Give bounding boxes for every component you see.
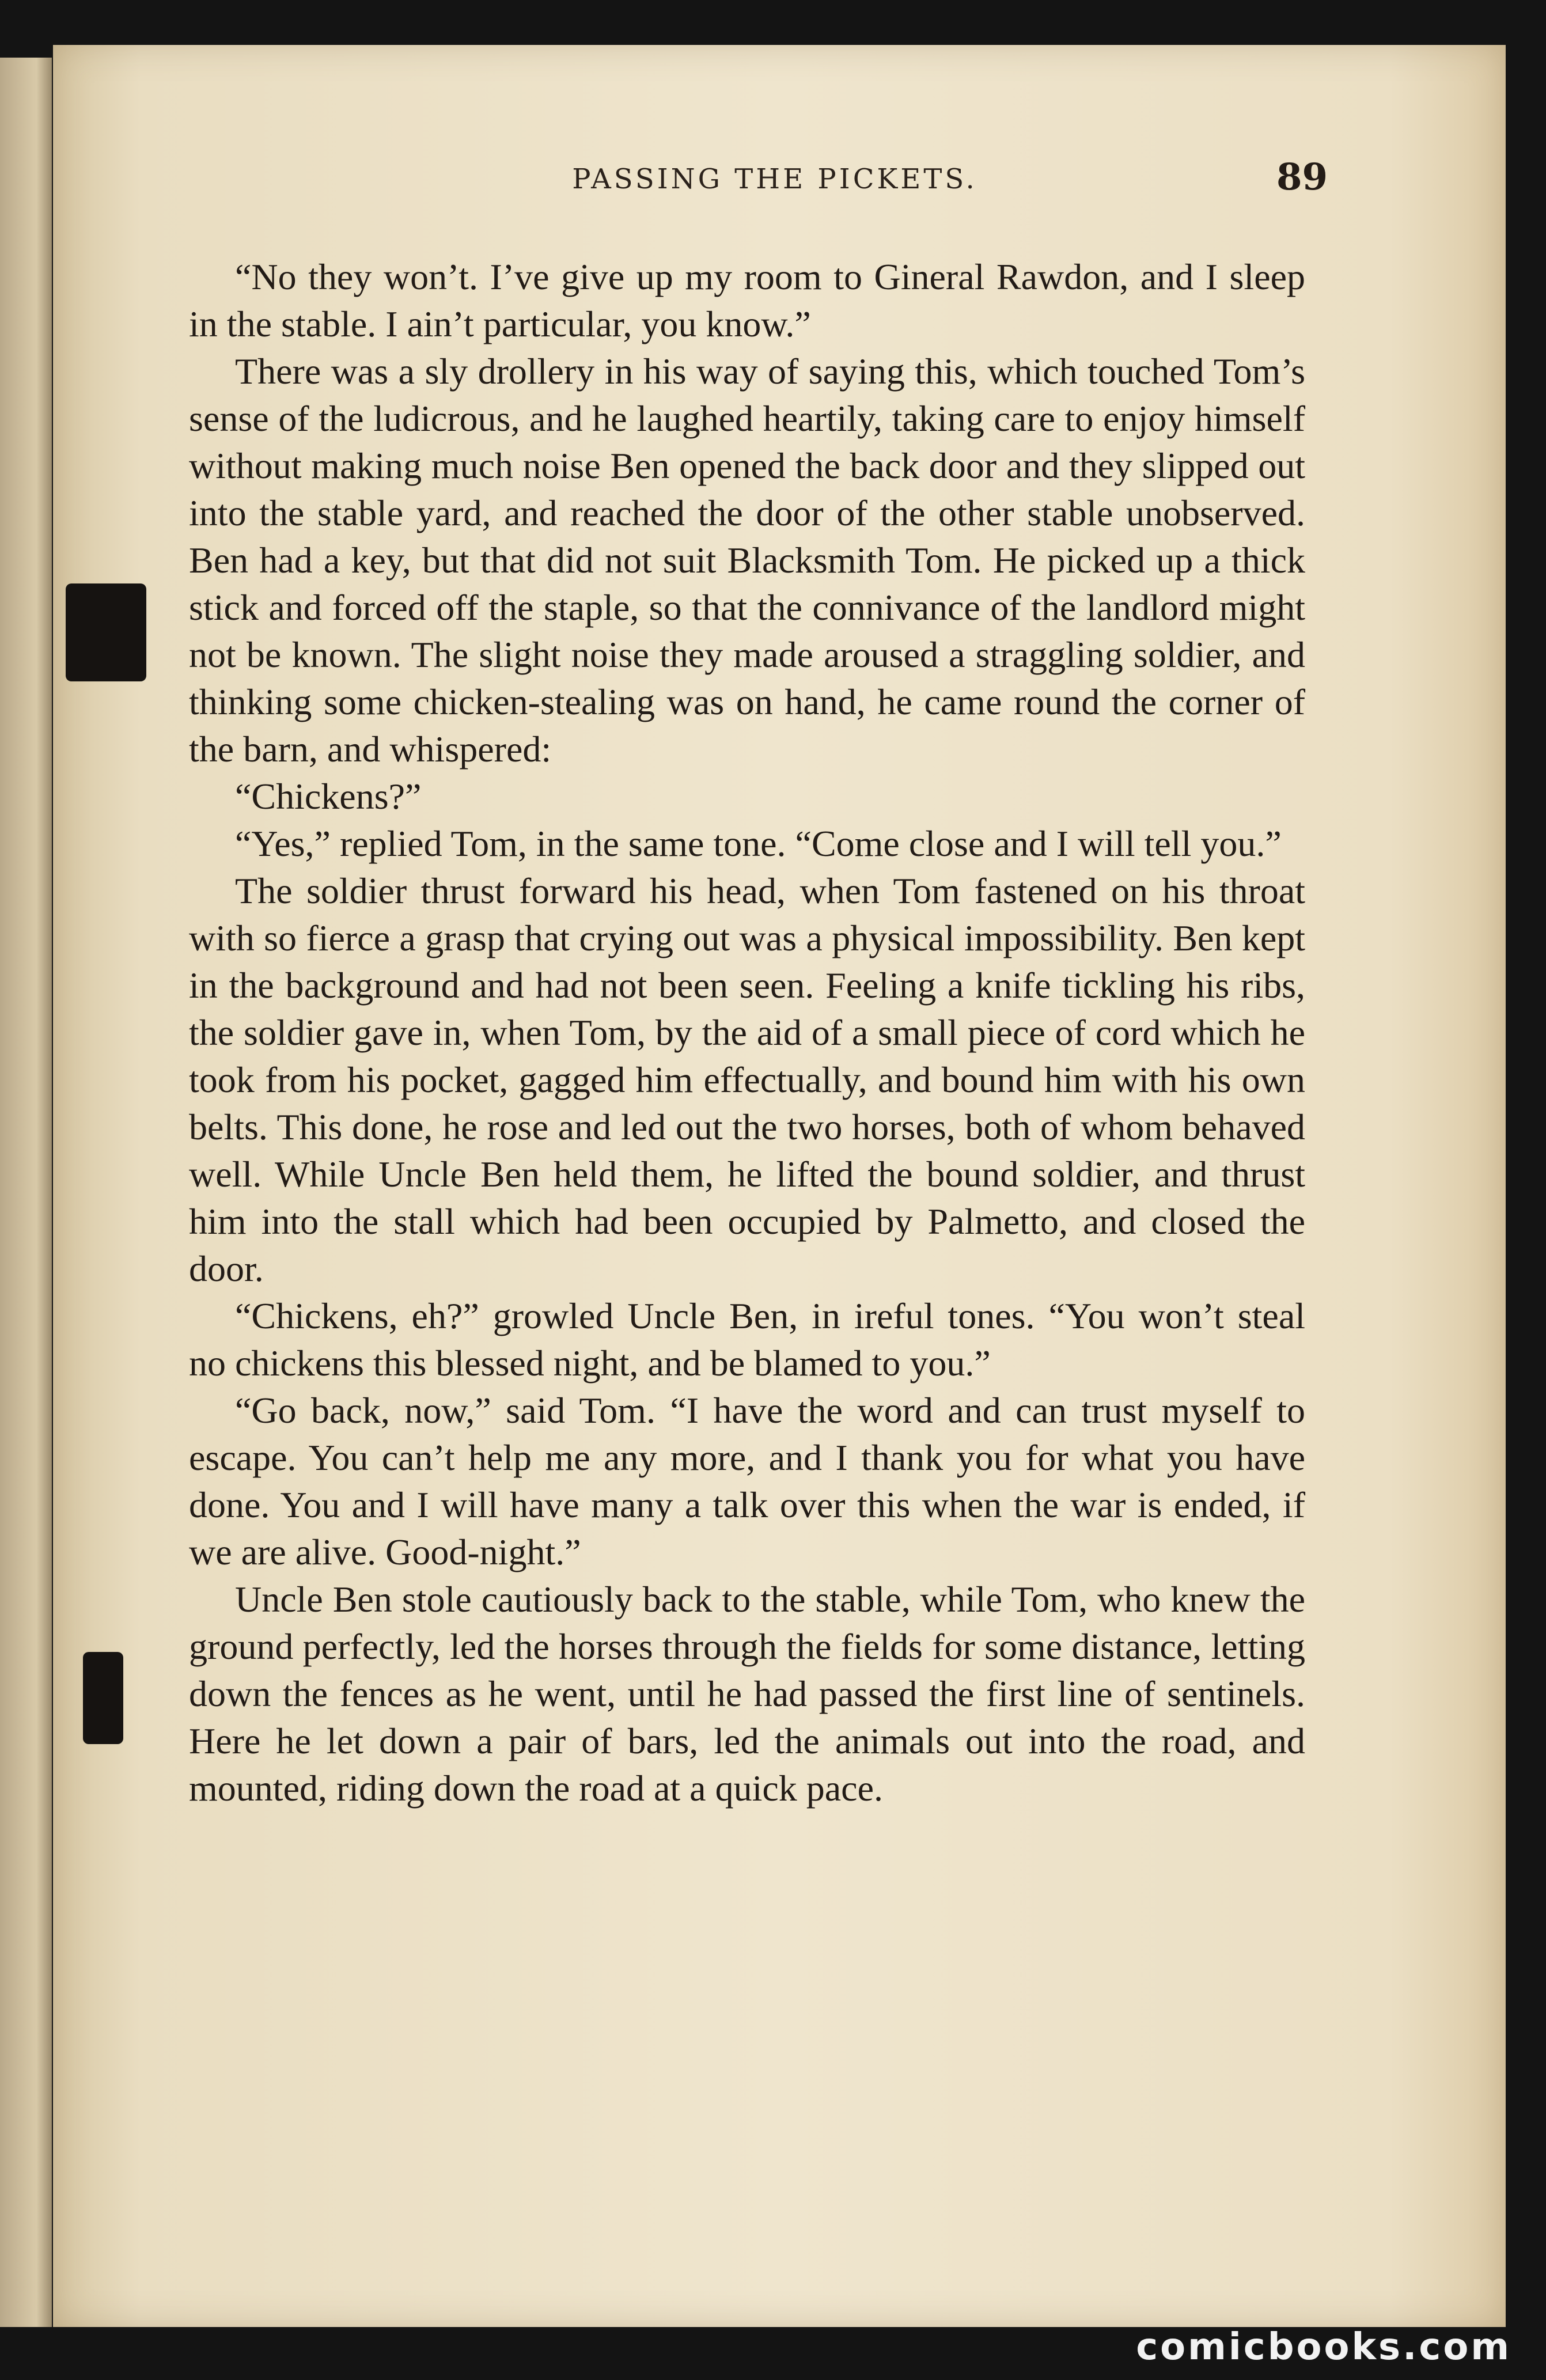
facing-page-edge — [0, 58, 52, 2327]
page-number: 89 — [1276, 156, 1328, 199]
site-watermark: comicbooks.com — [1136, 2326, 1511, 2368]
paragraph: “No they won’t. I’ve give up my room to Gineral Rawdon, and I sleep in the stable. I ain’t particular, you know.” — [189, 256, 1305, 344]
paragraph: There was a sly drollery in his way of saying this, which touched Tom’s sense of the ludicrous, and he laughed heartily, taking care to enjoy himself without making much noise Ben opened the back door and they slipped out into the stable yard, and reached the door of the other stable unobserved. Ben had a key, but that did not suit Blacksmith Tom. He picked up a thick stick and forced off the staple, so that the connivance of the landlord might not be known. The slight noise they made aroused a straggling soldier, and thinking some chicken-stealing was on hand, he came round the corner of the barn, and whispered: — [189, 351, 1305, 770]
binding-thread-mark-top — [66, 583, 146, 681]
paragraph: “Chickens?” — [235, 776, 422, 817]
paragraph: The soldier thrust forward his head, when Tom fastened on his throat with so fierce a grasp that crying out was a physical impossibility. Ben kept in the background and had not been seen. Feeling a knife tickling his ribs, the soldier gave in, when Tom, by the aid of a small piece of cord which he took from his pocket, gagged him effectually, and bound him with his own belts. This done, he rose and led out the two horses, both of whom behaved well. While Uncle Ben held them, he lifted the bound soldier, and thrust him into the stall which had been occupied by Palmetto, and closed the door. — [189, 870, 1305, 1289]
paragraph: “Yes,” replied Tom, in the same tone. “Come close and I will tell you.” — [235, 823, 1282, 864]
binding-thread-mark-bottom — [83, 1652, 123, 1744]
paragraph: “Chickens, eh?” growled Uncle Ben, in ireful tones. “You won’t steal no chickens this blessed night, and be blamed to you.” — [189, 1295, 1305, 1384]
paragraph: “Go back, now,” said Tom. “I have the word and can trust myself to escape. You can’t help me any more, and I thank you for what you have done. You and I will have many a talk over this when the war is ended, if we are alive. Good-night.” — [189, 1390, 1305, 1572]
body-text — [189, 253, 1305, 1812]
paragraph: Uncle Ben stole cautiously back to the stable, while Tom, who knew the ground perfectly, led the horses through the fields for some distance, letting down the fences as he went, until he had passed the first line of sentinels. Here he let down a pair of bars, led the animals out into the road, and mounted, riding down the road at a quick pace. — [189, 1579, 1305, 1809]
running-head: PASSING THE PICKETS. — [572, 163, 977, 195]
